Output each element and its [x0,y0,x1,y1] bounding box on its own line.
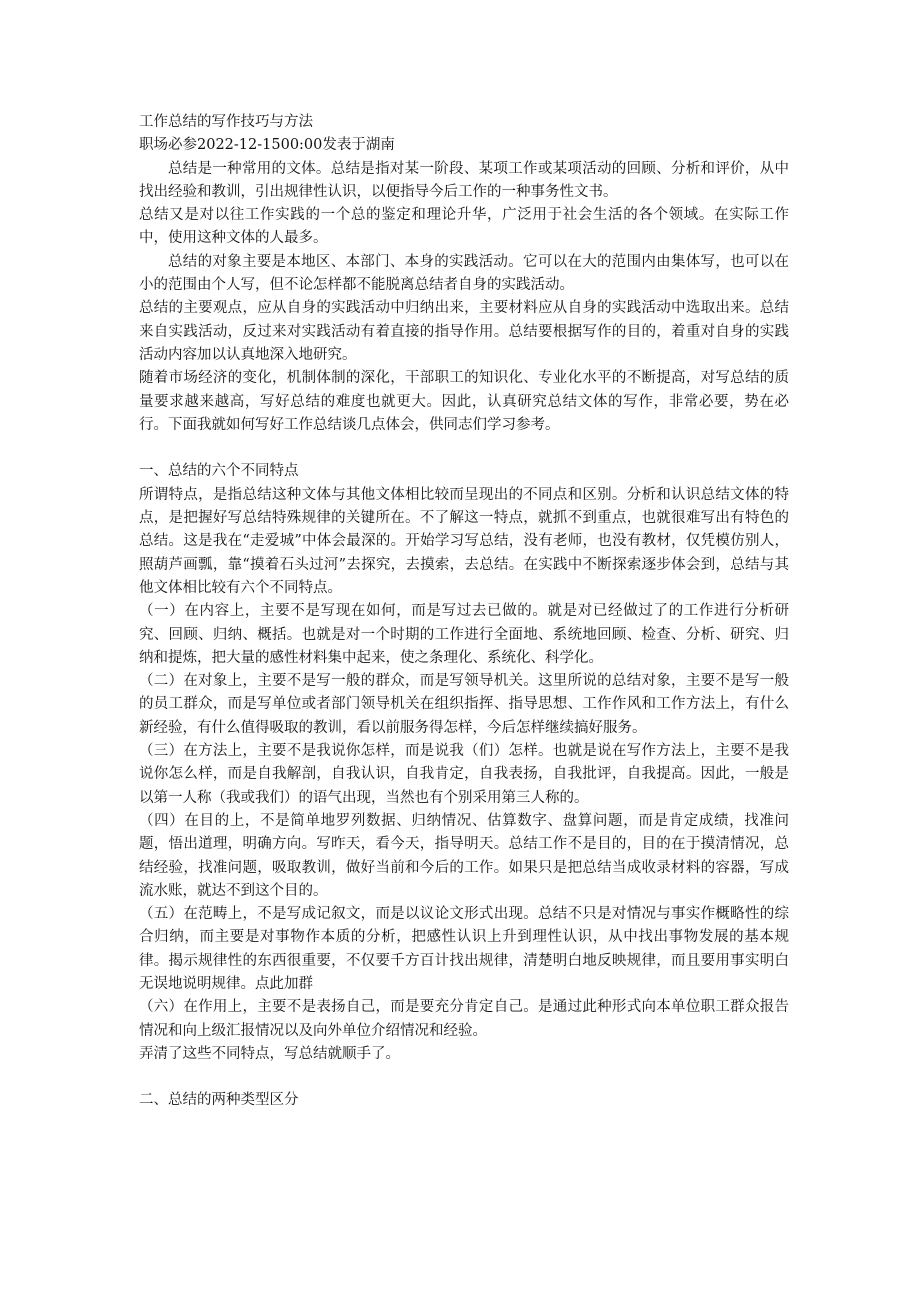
intro-paragraph: 总结的主要观点，应从自身的实践活动中归纳出来，主要材料应从自身的实践活动中选取出来。总结来自实践活动，反过来对实践活动有着直接的指导作用。总结要根据写作的目的，着重对自身的实践活动内容加以认真地深入地研究。 [139,300,789,363]
section-heading: 一、总结的六个不同特点 [139,463,299,480]
document-title: 工作总结的写作技巧与方法 [139,114,313,130]
section-paragraph: （五）在范畴上，不是写成记叙文，而是以议论文形式出现。总结不只是对情况与事实作概略性的综合归纳，而主要是对事物作本质的分析，把感性认识上升到理性认识，从中找出事物发展的基本规律。揭示规律性的东西很重要，不仅要千方百计找出规律，清楚明白地反映规律，而且要用事实明白无误地说明规律。点此加群 [139,906,789,992]
section-paragraph: 弄清了这些不同特点，写总结就顺手了。 [139,1045,400,1062]
intro-paragraph: 总结是一种常用的文体。总结是指对某一阶段、某项工作或某项活动的回顾、分析和评价，从中找出经验和教训，引出规律性认识，以便指导今后工作的一种事务性文书。 [139,160,789,200]
document-body [139,111,789,1113]
section-paragraph: （四）在目的上，不是简单地罗列数据、归纳情况、估算数字、盘算问题，而是肯定成绩，找准问题，悟出道理，明确方向。写昨天，看今天，指导明天。总结工作不是目的，目的在于摸清情况，总结经验，找准问题，吸取教训，做好当前和今后的工作。如果只是把总结当成收录材料的容器，写成流水账，就达不到这个目的。 [139,812,789,899]
intro-paragraph: 总结的对象主要是本地区、本部门、本身的实践活动。它可以在大的范围内由集体写，也可以在小的范围由个人写，但不论怎样都不能脱离总结者自身的实践活动。 [139,253,789,294]
intro-paragraph: 随着市场经济的变化，机制体制的深化，干部职工的知识化、专业化水平的不断提高，对写总结的质量要求越来越高，写好总结的难度也就更大。因此，认真研究总结文体的写作，非常必要，势在必行。下面我就如何写好工作总结谈几点体会，供同志们学习参考。 [139,370,789,433]
section-paragraph: （二）在对象上，主要不是写一般的群众，而是写领导机关。这里所说的总结对象，主要不是写一般的员工群众，而是写单位或者部门领导机关在组织指挥、指导思想、工作作风和工作方法上，有什么新经验，有什么值得吸取的教训，看以前服务得怎样，今后怎样继续搞好服务。 [139,673,789,736]
section-paragraph: （三）在方法上，主要不是我说你怎样，而是说我（们）怎样。也就是说在写作方法上，主要不是我说你怎么样，而是自我解剖，自我认识，自我肯定，自我表扬，自我批评，自我提高。因此，一般是以第一人称（我或我们）的语气出现，当然也有个别采用第三人称的。 [139,743,789,806]
section-paragraph: （一）在内容上，主要不是写现在如何，而是写过去已做的。就是对已经做过了的工作进行分析研究、回顾、归纳、概括。也就是对一个时期的工作进行全面地、系统地回顾、检查、分析、研究、归纳和提炼，把大量的感性材料集中起来，使之条理化、系统化、科学化。 [139,603,789,666]
intro-paragraph: 总结又是对以往工作实践的一个总的鉴定和理论升华，广泛用于社会生活的各个领域。在实际工作中，使用这种文体的人最多。 [139,207,789,247]
section-paragraph: （六）在作用上，主要不是表扬自己，而是要充分肯定自己。是通过此种形式向本单位职工群众报告情况和向上级汇报情况以及向外单位介绍情况和经验。 [139,999,789,1039]
paragraph-spacer [139,1066,789,1089]
paragraph-spacer [139,437,789,460]
document-meta: 职场必参2022-12-1500:00发表于湖南 [139,137,395,154]
section-heading: 二、总结的两种类型区分 [139,1092,299,1109]
section-paragraph: 所谓特点，是指总结这种文体与其他文体相比较而呈现出的不同点和区别。分析和认识总结文体的特点，是把握好写总结特殊规律的关键所在。不了解这一特点，就抓不到重点，也就很难写出有特色的总结。这是我在“走爱城”中体会最深的。开始学习写总结，没有老师，也没有教材，仅凭模仿别人，照葫芦画瓢，靠“摸着石头过河”去探究，去摸索，去总结。在实践中不断探索逐步体会到，总结与其他文体相比较有六个不同特点。 [139,486,789,596]
